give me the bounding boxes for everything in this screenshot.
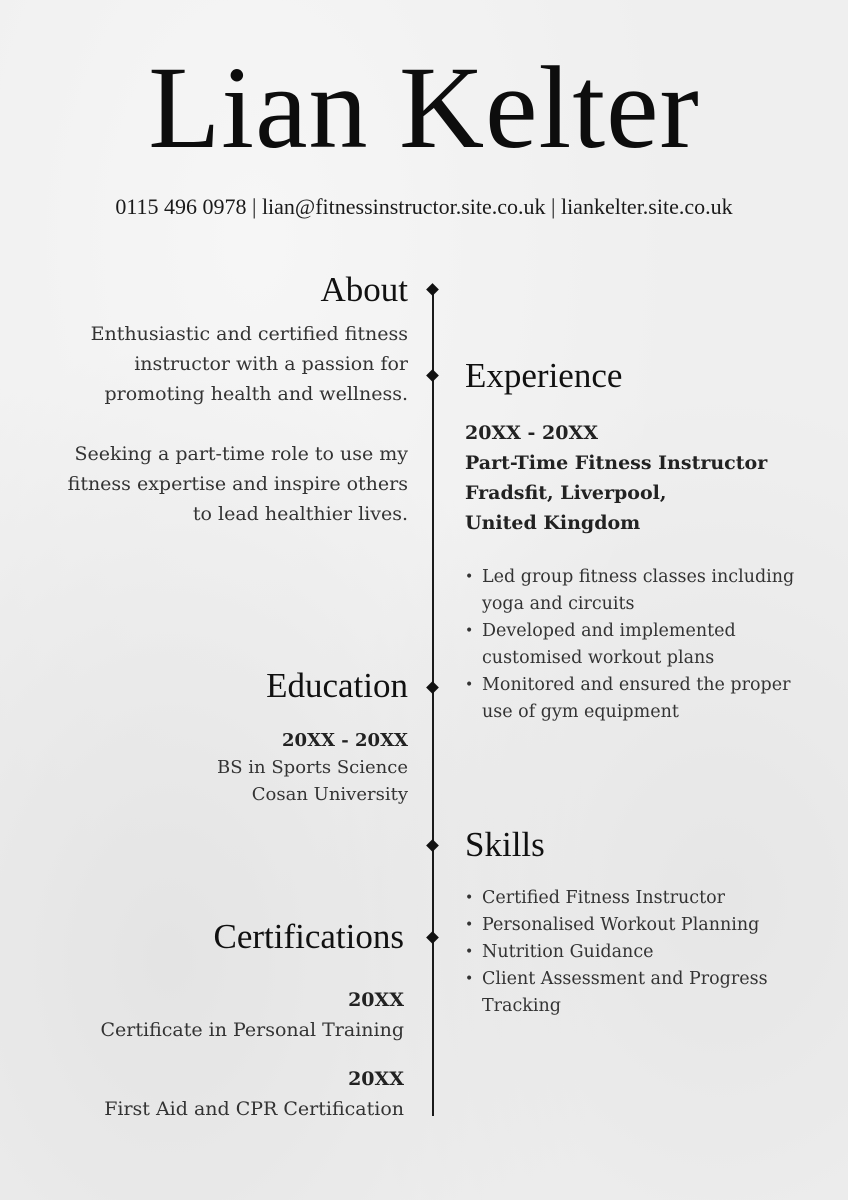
education-heading: Education [266,666,408,705]
list-item: • Nutrition Guidance [465,939,810,966]
timeline-marker-education [426,681,439,694]
list-item: • Monitored and ensured the proper use of gym equipment [465,672,810,726]
certifications-heading: Certifications [213,917,404,956]
about-line: promoting health and wellness. [104,383,408,405]
skills-heading: Skills [465,825,545,864]
timeline-marker-skills [426,839,439,852]
list-item: • Led group fitness classes including yoga and circuits [465,564,810,618]
about-heading: About [320,270,408,309]
certification-name: Certificate in Personal Training [100,1019,404,1041]
education-dates: 20XX - 20XX [282,730,408,751]
list-item: • Personalised Workout Planning [465,912,810,939]
about-line: Seeking a part-time role to use my [74,443,408,465]
resume-name: Lian Kelter [148,42,700,173]
list-item: • Client Assessment and Progress Tracking [465,966,810,1020]
list-item: • Developed and implemented customised workout plans [465,618,810,672]
experience-title: Part-Time Fitness Instructor [465,452,768,474]
certification-entry [101,985,405,1045]
experience-bullets [465,564,810,726]
experience-entry [465,418,805,538]
experience-dates: 20XX - 20XX [465,422,598,444]
certification-entry [104,1064,404,1124]
contact-line: 0115 496 0978 | lian@fitnessinstructor.site.co.uk | liankelter.site.co.uk [115,194,733,219]
about-line: fitness expertise and inspire others [67,473,408,495]
timeline-marker-certifications [426,931,439,944]
education-school: Cosan University [251,784,408,805]
education-entry [217,727,408,808]
experience-location: United Kingdom [465,512,641,534]
timeline-marker-experience [426,369,439,382]
about-line: instructor with a passion for [134,353,408,375]
about-paragraph-2 [68,439,408,529]
certification-year: 20XX [348,1068,404,1090]
about-line: to lead healthier lives. [192,503,408,525]
experience-company: Fradsfit, Liverpool, [465,482,667,504]
certification-year: 20XX [348,989,404,1011]
certification-name: First Aid and CPR Certification [104,1098,404,1120]
timeline-line [432,290,434,1116]
timeline-marker-about [426,283,439,296]
list-item: • Certified Fitness Instructor [465,885,810,912]
about-line: Enthusiastic and certified fitness [90,323,408,345]
about-paragraph-1 [91,319,408,409]
skills-list [465,885,810,1020]
education-degree: BS in Sports Science [217,757,408,778]
experience-heading: Experience [465,356,623,395]
